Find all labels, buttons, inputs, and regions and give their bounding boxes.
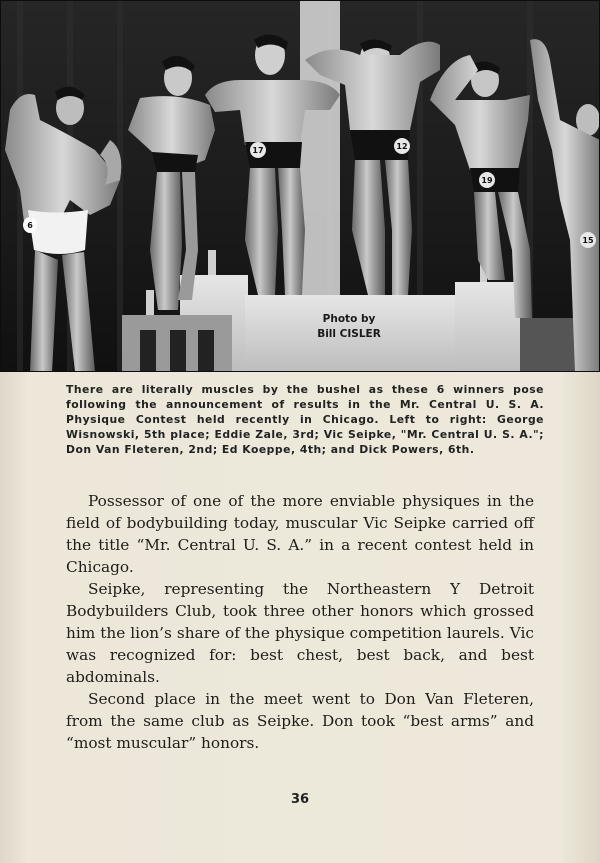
contestant-number: 6 [27,221,33,230]
photo-credit [316,312,382,342]
paragraph-2: Seipke, representing the Northeastern Y Detroit Bodybuilders Club, took three other honors which grossed him the lion’s share of the physique competition laurels. Vic was recognized for: best chest, best back, and best abdominals. [66,580,534,686]
contestant-number: 15 [582,236,594,245]
photo-illustration [0,0,600,372]
contestant-number: 19 [481,176,493,185]
article-body [66,490,534,754]
paragraph-3: Second place in the meet went to Don Van Fleteren, from the same club as Seipke. Don took “best arms” and “most muscular” honors. [66,690,534,752]
contestant-number: 12 [396,142,408,151]
contest-photo [0,0,600,372]
photo-credit-line1: Photo by [322,313,376,325]
photo-caption: There are literally muscles by the bushel as these 6 winners pose following the announcement of results in the Mr. Central U. S. A. Physique Contest held recently in Chicago. Left to right: George Wisnowski, 5th place; Eddie Zale, 3rd; Vic Seipke, "Mr. Central U. S. A."; Don Van Fleteren, 2nd; Ed Koeppe, 4th; and Dick Powers, 6th. [66,383,544,456]
contestant-number: 17 [252,146,264,155]
page-number: 36 [290,792,310,807]
paragraph-1: Possessor of one of the more enviable physiques in the field of bodybuilding today, muscular Vic Seipke carried off the title “Mr. Central U. S. A.” in a recent contest held in Chicago. [66,492,534,576]
photo-credit-line2: Bill CISLER [317,328,381,340]
